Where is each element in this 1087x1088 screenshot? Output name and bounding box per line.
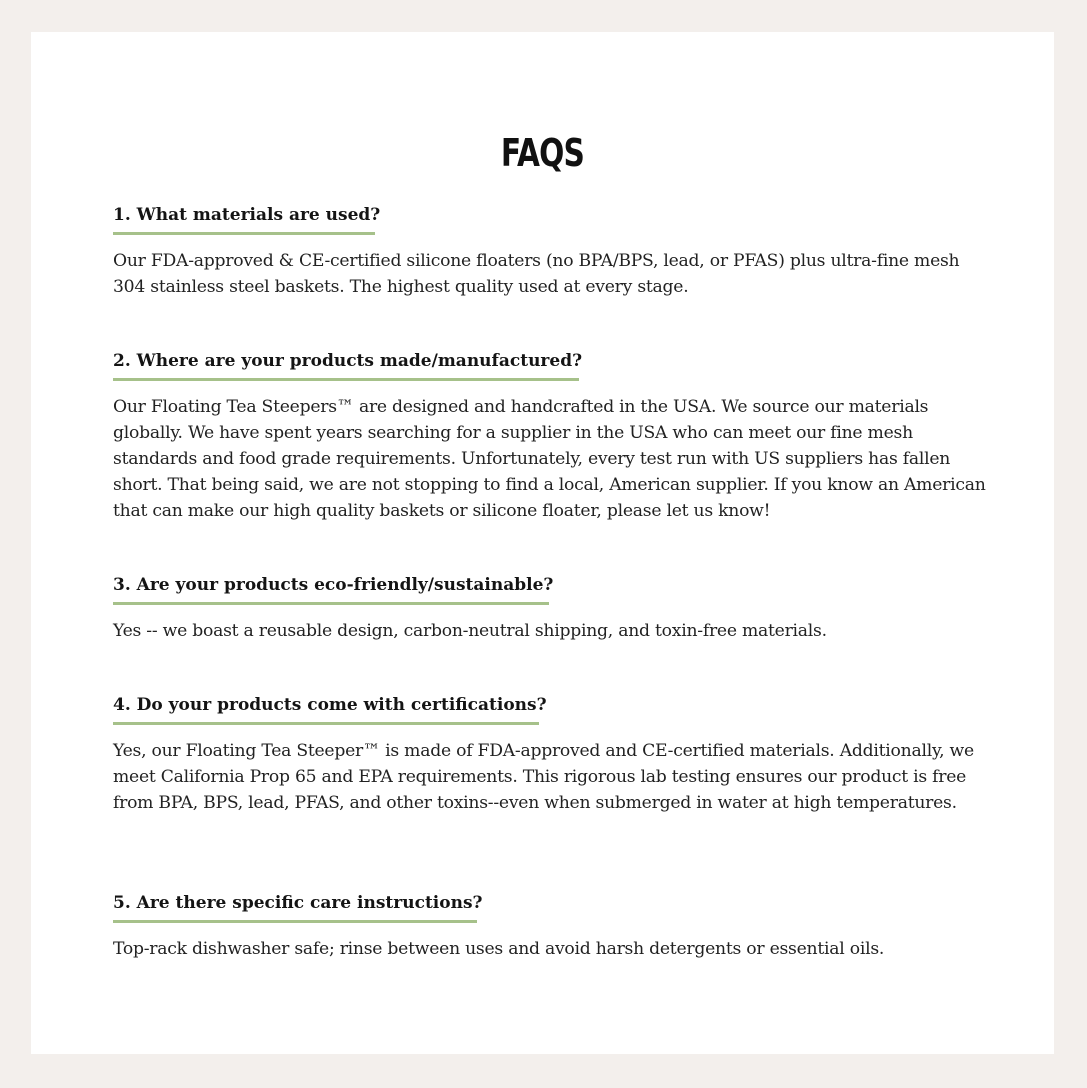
faq-item-materials bbox=[113, 204, 993, 300]
page-title: FAQS bbox=[500, 131, 585, 175]
faq-question: 4. Do your products come with certifications? bbox=[113, 694, 539, 725]
faq-item-sustainability bbox=[113, 574, 993, 644]
faq-item-care bbox=[113, 892, 993, 962]
faq-item-certifications bbox=[113, 694, 993, 816]
faq-question: 1. What materials are used? bbox=[113, 204, 375, 235]
faq-question: 5. Are there specific care instructions? bbox=[113, 892, 477, 923]
faq-question: 3. Are your products eco-friendly/sustainable? bbox=[113, 574, 549, 605]
faq-answer: Yes, our Floating Tea Steeper™ is made of FDA-approved and CE-certified materials. Additionally, we meet California Prop 65 and EPA requirements. This rigorous lab testing ensures our product is free from BPA, BPS, lead, PFAS, and other toxins--even when submerged in water at high temperatures. bbox=[113, 741, 974, 813]
faq-card bbox=[31, 32, 1054, 1054]
faq-answer: Top-rack dishwasher safe; rinse between uses and avoid harsh detergents or essential oils. bbox=[113, 939, 885, 959]
faq-item-manufacturing bbox=[113, 350, 993, 524]
faq-answer: Our Floating Tea Steepers™ are designed and handcrafted in the USA. We source our materials globally. We have spent years searching for a supplier in the USA who can meet our fine mesh standards and food grade requirements. Unfortunately, every test run with US suppliers has fallen short. That being said, we are not stopping to find a local, American supplier. If you know an American that can make our high quality baskets or silicone floater, please let us know! bbox=[113, 397, 986, 521]
faq-answer: Our FDA-approved & CE-certified silicone floaters (no BPA/BPS, lead, or PFAS) plus ultra-fine mesh 304 stainless steel baskets. The highest quality used at every stage. bbox=[113, 251, 960, 297]
faq-question: 2. Where are your products made/manufactured? bbox=[113, 350, 579, 381]
faq-answer: Yes -- we boast a reusable design, carbon-neutral shipping, and toxin-free materials. bbox=[113, 621, 827, 641]
